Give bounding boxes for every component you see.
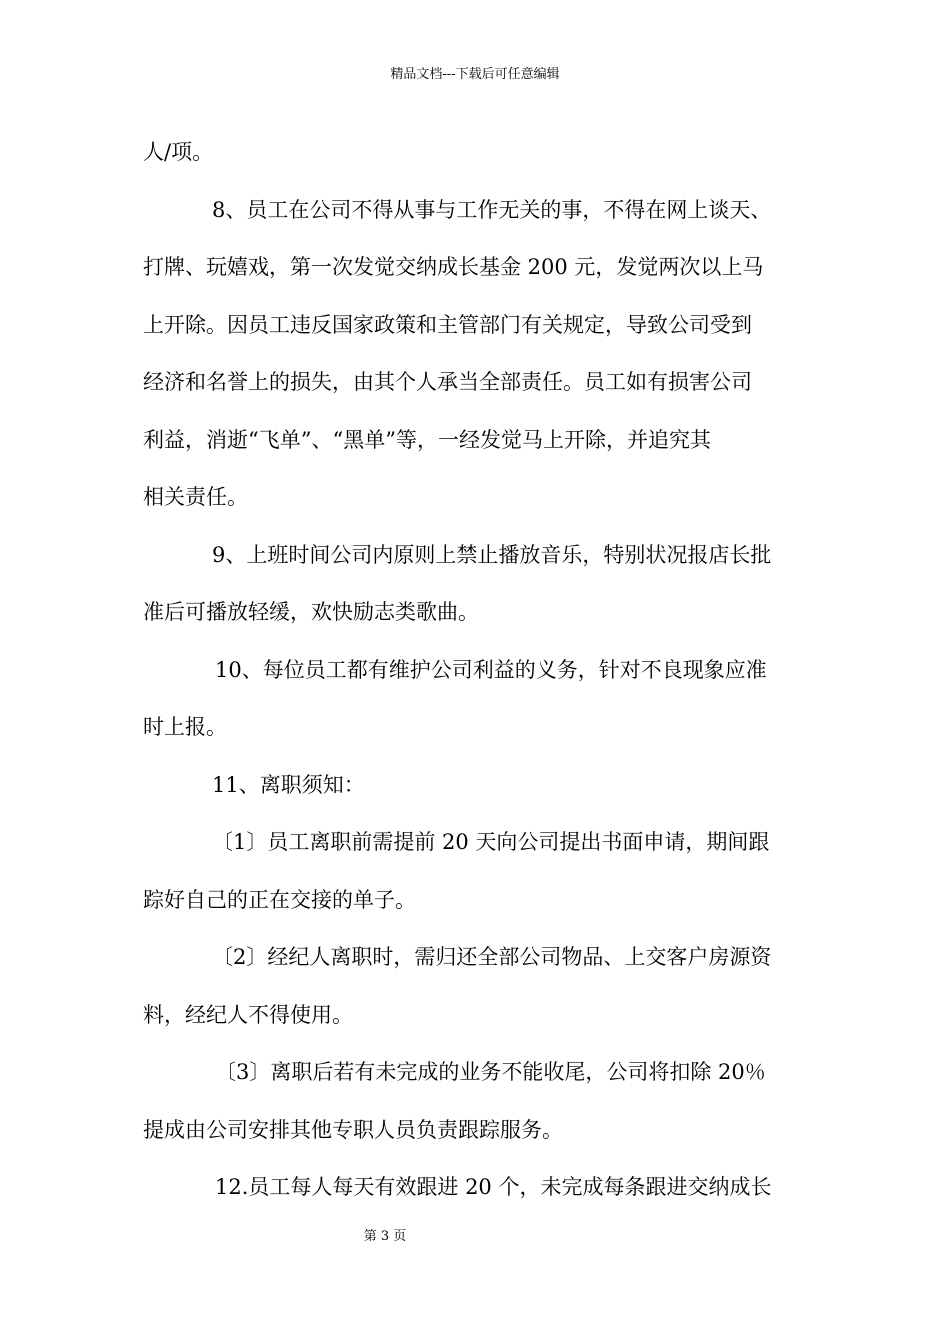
page-number: 第 3 页 (363, 1229, 407, 1244)
page-header: 精品文档---下载后可任意编辑 (390, 67, 560, 82)
